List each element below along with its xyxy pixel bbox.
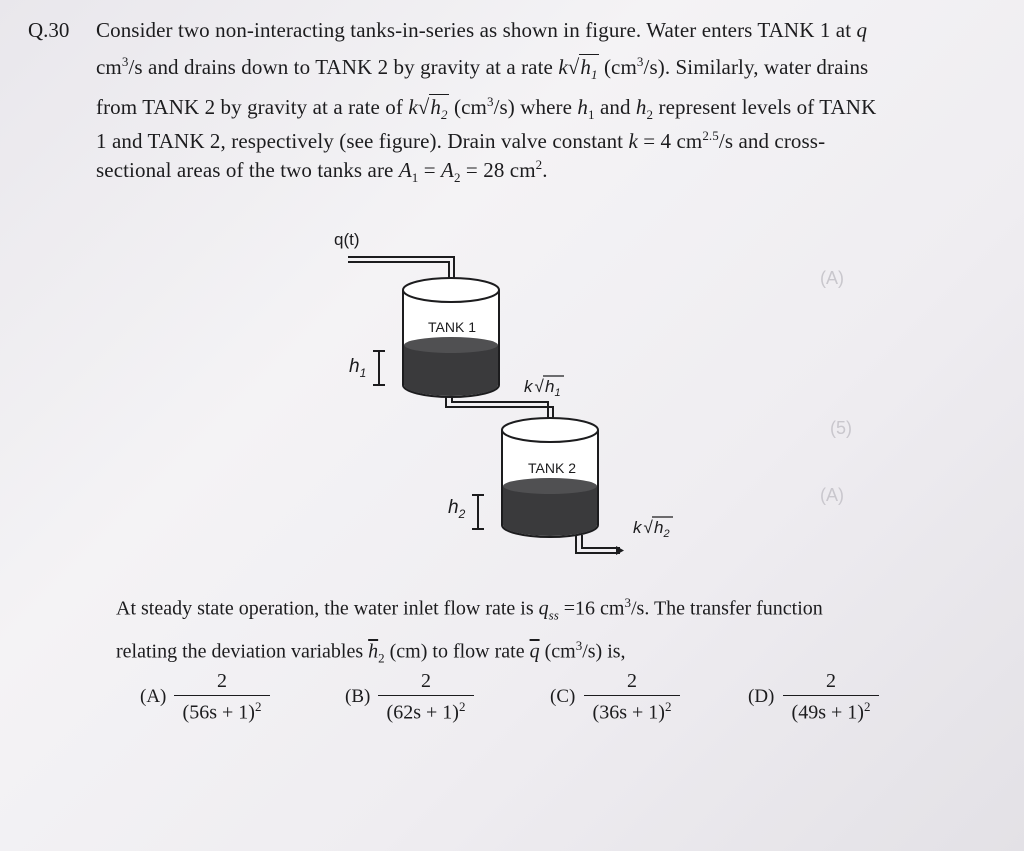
tank-2	[502, 418, 598, 537]
option-c-fraction[interactable]: $\frac{2}{(36s + 1)^2}$	[584, 670, 680, 725]
question-line-5: sectional areas of the two tanks are $A_1 = A_2 = 28$ $cm^2$.	[96, 157, 548, 186]
question-line-2: $cm^3/s$ and drains down to TANK 2 by gravity at a rate $k√h_1$ $(cm^3/s)$. Similarly, water drains	[96, 54, 869, 83]
h1-marker	[373, 351, 385, 385]
question-number: Q.30	[28, 18, 70, 42]
h2-marker	[472, 495, 484, 529]
option-c-letter[interactable]: (C)	[550, 686, 576, 707]
question-line-1: Consider two non-interacting tanks-in-series as shown in figure. Water enters TANK 1 at q	[96, 18, 868, 42]
tank-diagram	[300, 215, 720, 555]
question-line-4: 1 and TANK 2, respectively (see figure). Drain valve constant k = 4 $cm^{2.5}/s$ and cross-	[96, 128, 826, 153]
tank-1-label: TANK 1	[428, 319, 476, 335]
question-line-3: from TANK 2 by gravity at a rate of $k√h_2$ $(cm^3/s)$ where $h_1$ and $h_2$ represent levels of TANK	[96, 94, 877, 123]
tank-2-label: TANK 2	[528, 460, 576, 476]
inflow-label: q(t)	[334, 230, 360, 249]
bleed-through-mark: (A)	[820, 268, 844, 288]
flow-2-label: k √	[633, 518, 653, 537]
h1-label: $h_1$	[349, 356, 367, 380]
option-b-fraction[interactable]: $\frac{2}{(62s + 1)^2}$	[378, 670, 474, 725]
option-b-letter[interactable]: (B)	[345, 686, 371, 707]
flow-2-sqrt-arg: $h_2$	[654, 518, 670, 540]
steady-state-text: At steady state operation, the water inlet flow rate is $q_{ss} =16$ $cm^3/s$. The transfer function	[116, 595, 823, 623]
outflow-pipe	[576, 535, 620, 553]
flow-1-label: k √	[524, 377, 544, 396]
bleed-through-mark: (A)	[820, 485, 844, 505]
option-d-fraction[interactable]: $\frac{2}{(49s + 1)^2}$	[783, 670, 879, 725]
tank-1	[403, 278, 499, 397]
h2-label: $h_2$	[448, 497, 466, 521]
option-a-fraction[interactable]: $\frac{2}{(56s + 1)^2}$	[174, 670, 270, 725]
option-a-letter[interactable]: (A)	[140, 686, 167, 707]
option-d-letter[interactable]: (D)	[748, 686, 775, 707]
flow-1-sqrt-arg: $h_1$	[545, 377, 561, 399]
bleed-through-mark: (5)	[830, 418, 852, 438]
relating-text: relating the deviation variables $\overline{h}_2$ (cm) to flow rate $\overline{q}$ $(cm^3/s)$ is,	[116, 638, 626, 666]
